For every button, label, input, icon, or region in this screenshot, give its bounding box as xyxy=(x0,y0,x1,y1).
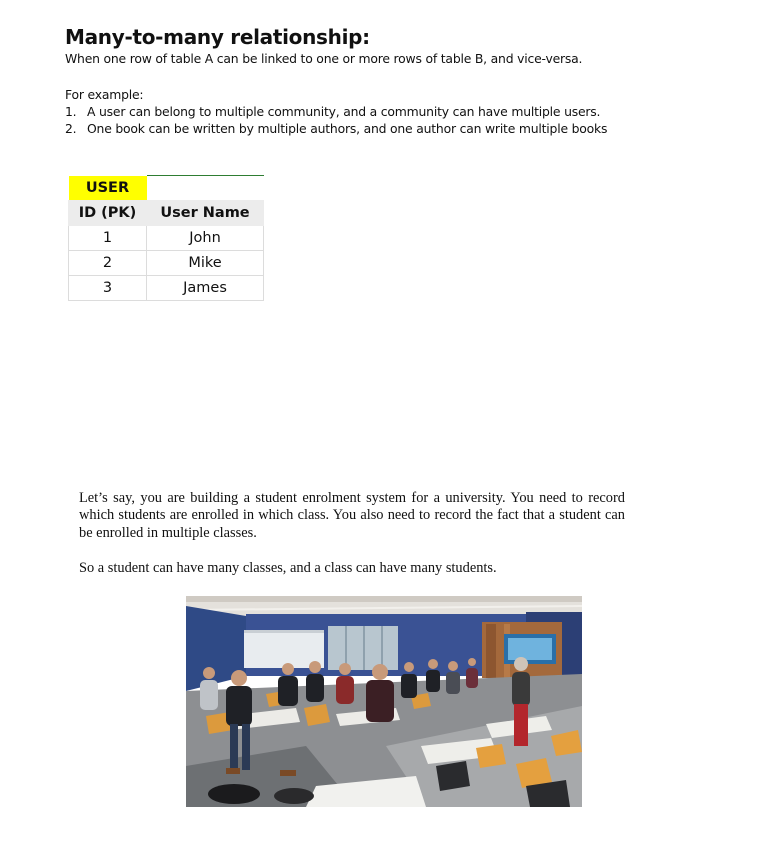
column-header-username: User Name xyxy=(147,201,264,226)
cell-username: James xyxy=(147,276,264,301)
table-title-spacer xyxy=(147,176,264,201)
cell-username: John xyxy=(147,226,264,251)
table-row xyxy=(69,251,264,276)
cell-id: 1 xyxy=(69,226,147,251)
example-intro: For example: xyxy=(65,87,144,102)
cell-username: Mike xyxy=(147,251,264,276)
table-title-row xyxy=(69,176,264,201)
list-item xyxy=(65,121,607,136)
user-table xyxy=(68,175,264,301)
summary-paragraph: So a student can have many classes, and a class can have many students. xyxy=(79,560,497,576)
table-row xyxy=(69,226,264,251)
page-title: Many-to-many relationship: xyxy=(65,25,370,49)
column-header-id: ID (PK) xyxy=(69,201,147,226)
list-item-text: One book can be written by multiple authors, and one author can write multiple books xyxy=(87,121,608,136)
list-item-number: 1. xyxy=(65,104,77,119)
table-header-row xyxy=(69,201,264,226)
definition-text: When one row of table A can be linked to one or more rows of table B, and vice-versa. xyxy=(65,51,583,66)
classroom-photo xyxy=(186,596,582,807)
cell-id: 3 xyxy=(69,276,147,301)
table-row xyxy=(69,276,264,301)
scenario-paragraph: Let’s say, you are building a student enrolment system for a university. You need to record which students are enrolled in which class. You also need to record the fact that a student can be enrolled in multiple classes. xyxy=(79,490,625,541)
list-item xyxy=(65,104,600,119)
list-item-text: A user can belong to multiple community, and a community can have multiple users. xyxy=(87,104,601,119)
table-title: USER xyxy=(69,176,147,201)
cell-id: 2 xyxy=(69,251,147,276)
list-item-number: 2. xyxy=(65,121,77,136)
